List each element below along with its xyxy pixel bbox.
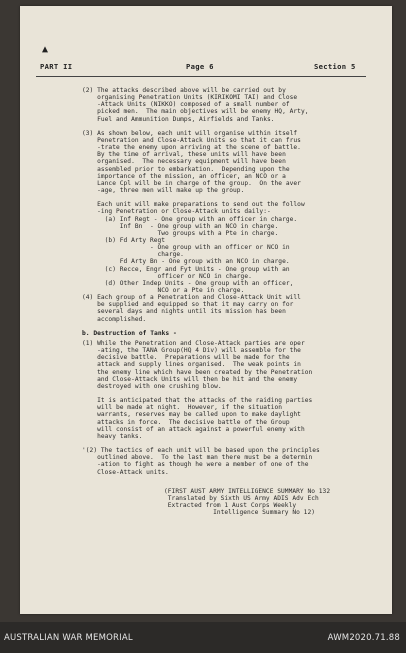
text-line: attacks in force. The decisive battle of the Group bbox=[82, 418, 290, 426]
text-line: (3) As shown below, each unit will organise within itself bbox=[82, 129, 298, 137]
text-line: Penetration and Close-Attack Units so that it can frus bbox=[82, 136, 301, 144]
text-line: Lance Cpl will be in charge of the group. On the aver bbox=[82, 179, 301, 187]
part-label: PART II bbox=[40, 62, 73, 71]
text-line: attack and supply lines organised. The weak points in bbox=[82, 361, 301, 369]
text-line: - One group with an officer or NCO in bbox=[82, 244, 290, 252]
text-line: charge. bbox=[82, 251, 184, 259]
page-number: Page 6 bbox=[186, 62, 214, 71]
text-line: Two groups with a Pte in charge. bbox=[82, 229, 279, 237]
text-line: (2) The attacks described above will be carried out by bbox=[82, 87, 286, 94]
text-line: Close-Attack units. bbox=[82, 468, 169, 476]
text-line: Fd Arty Bn - One group with an NCO in charge. bbox=[82, 258, 290, 266]
text-line: assembled prior to embarkation. Depending upon the bbox=[82, 165, 290, 173]
text-line: (c) Recce, Engr and Fyt Units - One group with an bbox=[82, 265, 290, 273]
text-line: Each unit will make preparations to send out the follow bbox=[82, 201, 305, 209]
text-line: importance of the mission, an officer, an NCO or a bbox=[82, 172, 286, 180]
text-line: will consist of an attack against a powerful enemy with bbox=[82, 425, 305, 433]
text-line: '(2) The tactics of each unit will be based upon the principles bbox=[82, 447, 320, 455]
header-rule bbox=[36, 76, 366, 77]
source-note bbox=[164, 488, 384, 517]
text-line: Extracted from 1 Aust Corps Weekly bbox=[164, 502, 297, 510]
text-line: By the time of arrival, these units will have been bbox=[82, 151, 286, 159]
text-line: Fuel and Ammunition Dumps, Airfields and Tanks. bbox=[82, 115, 275, 123]
text-line: Translated by Sixth US Army ADIS Adv Ech bbox=[164, 495, 319, 503]
text-line: It is anticipated that the attacks of the raiding parties bbox=[82, 397, 313, 405]
text-line: (a) Inf Regt - One group with an officer in charge. bbox=[82, 215, 298, 223]
text-line: -ation to fight as though he were a member of one of the bbox=[82, 461, 309, 469]
text-line bbox=[82, 390, 364, 397]
text-line: -ing Penetration or Close-Attack units daily:- bbox=[82, 208, 271, 216]
text-line bbox=[82, 123, 364, 130]
archive-name: AUSTRALIAN WAR MEMORIAL bbox=[4, 633, 133, 643]
text-line: organising Penetration Units (KIRIKOMI TAI) and Close bbox=[82, 94, 298, 102]
text-line: and Close-Attack Units will then be hit and the enemy bbox=[82, 375, 298, 383]
text-line: outlined above. To the last man there must be a determin bbox=[82, 454, 313, 462]
text-line: will be made at night. However, if the situation bbox=[82, 404, 283, 412]
text-line: -trate the enemy upon arriving at the scene of battle. bbox=[82, 144, 301, 152]
text-line: destroyed with one crushing blow. bbox=[82, 382, 222, 390]
text-line: several days and nights until its mission has been bbox=[82, 308, 286, 316]
archive-footer bbox=[0, 622, 406, 653]
text-line: (FIRST AUST ARMY INTELLIGENCE SUMMARY No 132 bbox=[164, 488, 331, 495]
text-line: NCO or a Pte in charge. bbox=[82, 286, 245, 294]
text-line: warrants, reserves may be called upon to make daylight bbox=[82, 411, 301, 419]
text-line: picked men. The main objectives will be enemy HQ, Arty, bbox=[82, 108, 309, 116]
text-line: officer or NCO in charge. bbox=[82, 272, 252, 280]
text-line: organised. The necessary equipment will have been bbox=[82, 158, 286, 166]
text-line: heavy tanks. bbox=[82, 432, 143, 440]
text-line: be supplied and equipped so that it may carry on for bbox=[82, 301, 294, 309]
body-upper bbox=[82, 87, 364, 323]
text-line: (d) Other Indep Units - One group with an officer, bbox=[82, 279, 294, 287]
text-line: accomplished. bbox=[82, 315, 147, 323]
document-page bbox=[20, 6, 392, 614]
text-line: the enemy line which have been created by the Penetration bbox=[82, 368, 313, 376]
punch-mark-icon: ▲ bbox=[42, 44, 49, 55]
text-line bbox=[82, 194, 364, 201]
text-line: decisive battle. Preparations will be made for the bbox=[82, 354, 290, 362]
text-line: (1) While the Penetration and Close-Attack parties are oper bbox=[82, 340, 305, 347]
text-line bbox=[82, 440, 364, 447]
text-line: Inf Bn - One group with an NCO in charge. bbox=[82, 222, 279, 230]
accession-number: AWM2020.71.88 bbox=[327, 633, 400, 643]
text-line: (4) Each group of a Penetration and Close-Attack Unit will bbox=[82, 294, 301, 302]
page-header bbox=[36, 62, 366, 74]
section-label: Section 5 bbox=[314, 62, 356, 71]
text-line: -Attack Units (NIKKO) composed of a small number of bbox=[82, 101, 290, 109]
section-b-heading: b. Destruction of Tanks - bbox=[82, 330, 177, 337]
text-line: (b) Fd Arty Regt bbox=[82, 236, 166, 244]
text-line: -ating, the TANA Group(HQ 4 Div) will assemble for the bbox=[82, 347, 301, 355]
text-line: Intelligence Summary No 12) bbox=[164, 509, 316, 517]
body-lower bbox=[82, 340, 364, 476]
text-line: -age, three men will make up the group. bbox=[82, 186, 245, 194]
